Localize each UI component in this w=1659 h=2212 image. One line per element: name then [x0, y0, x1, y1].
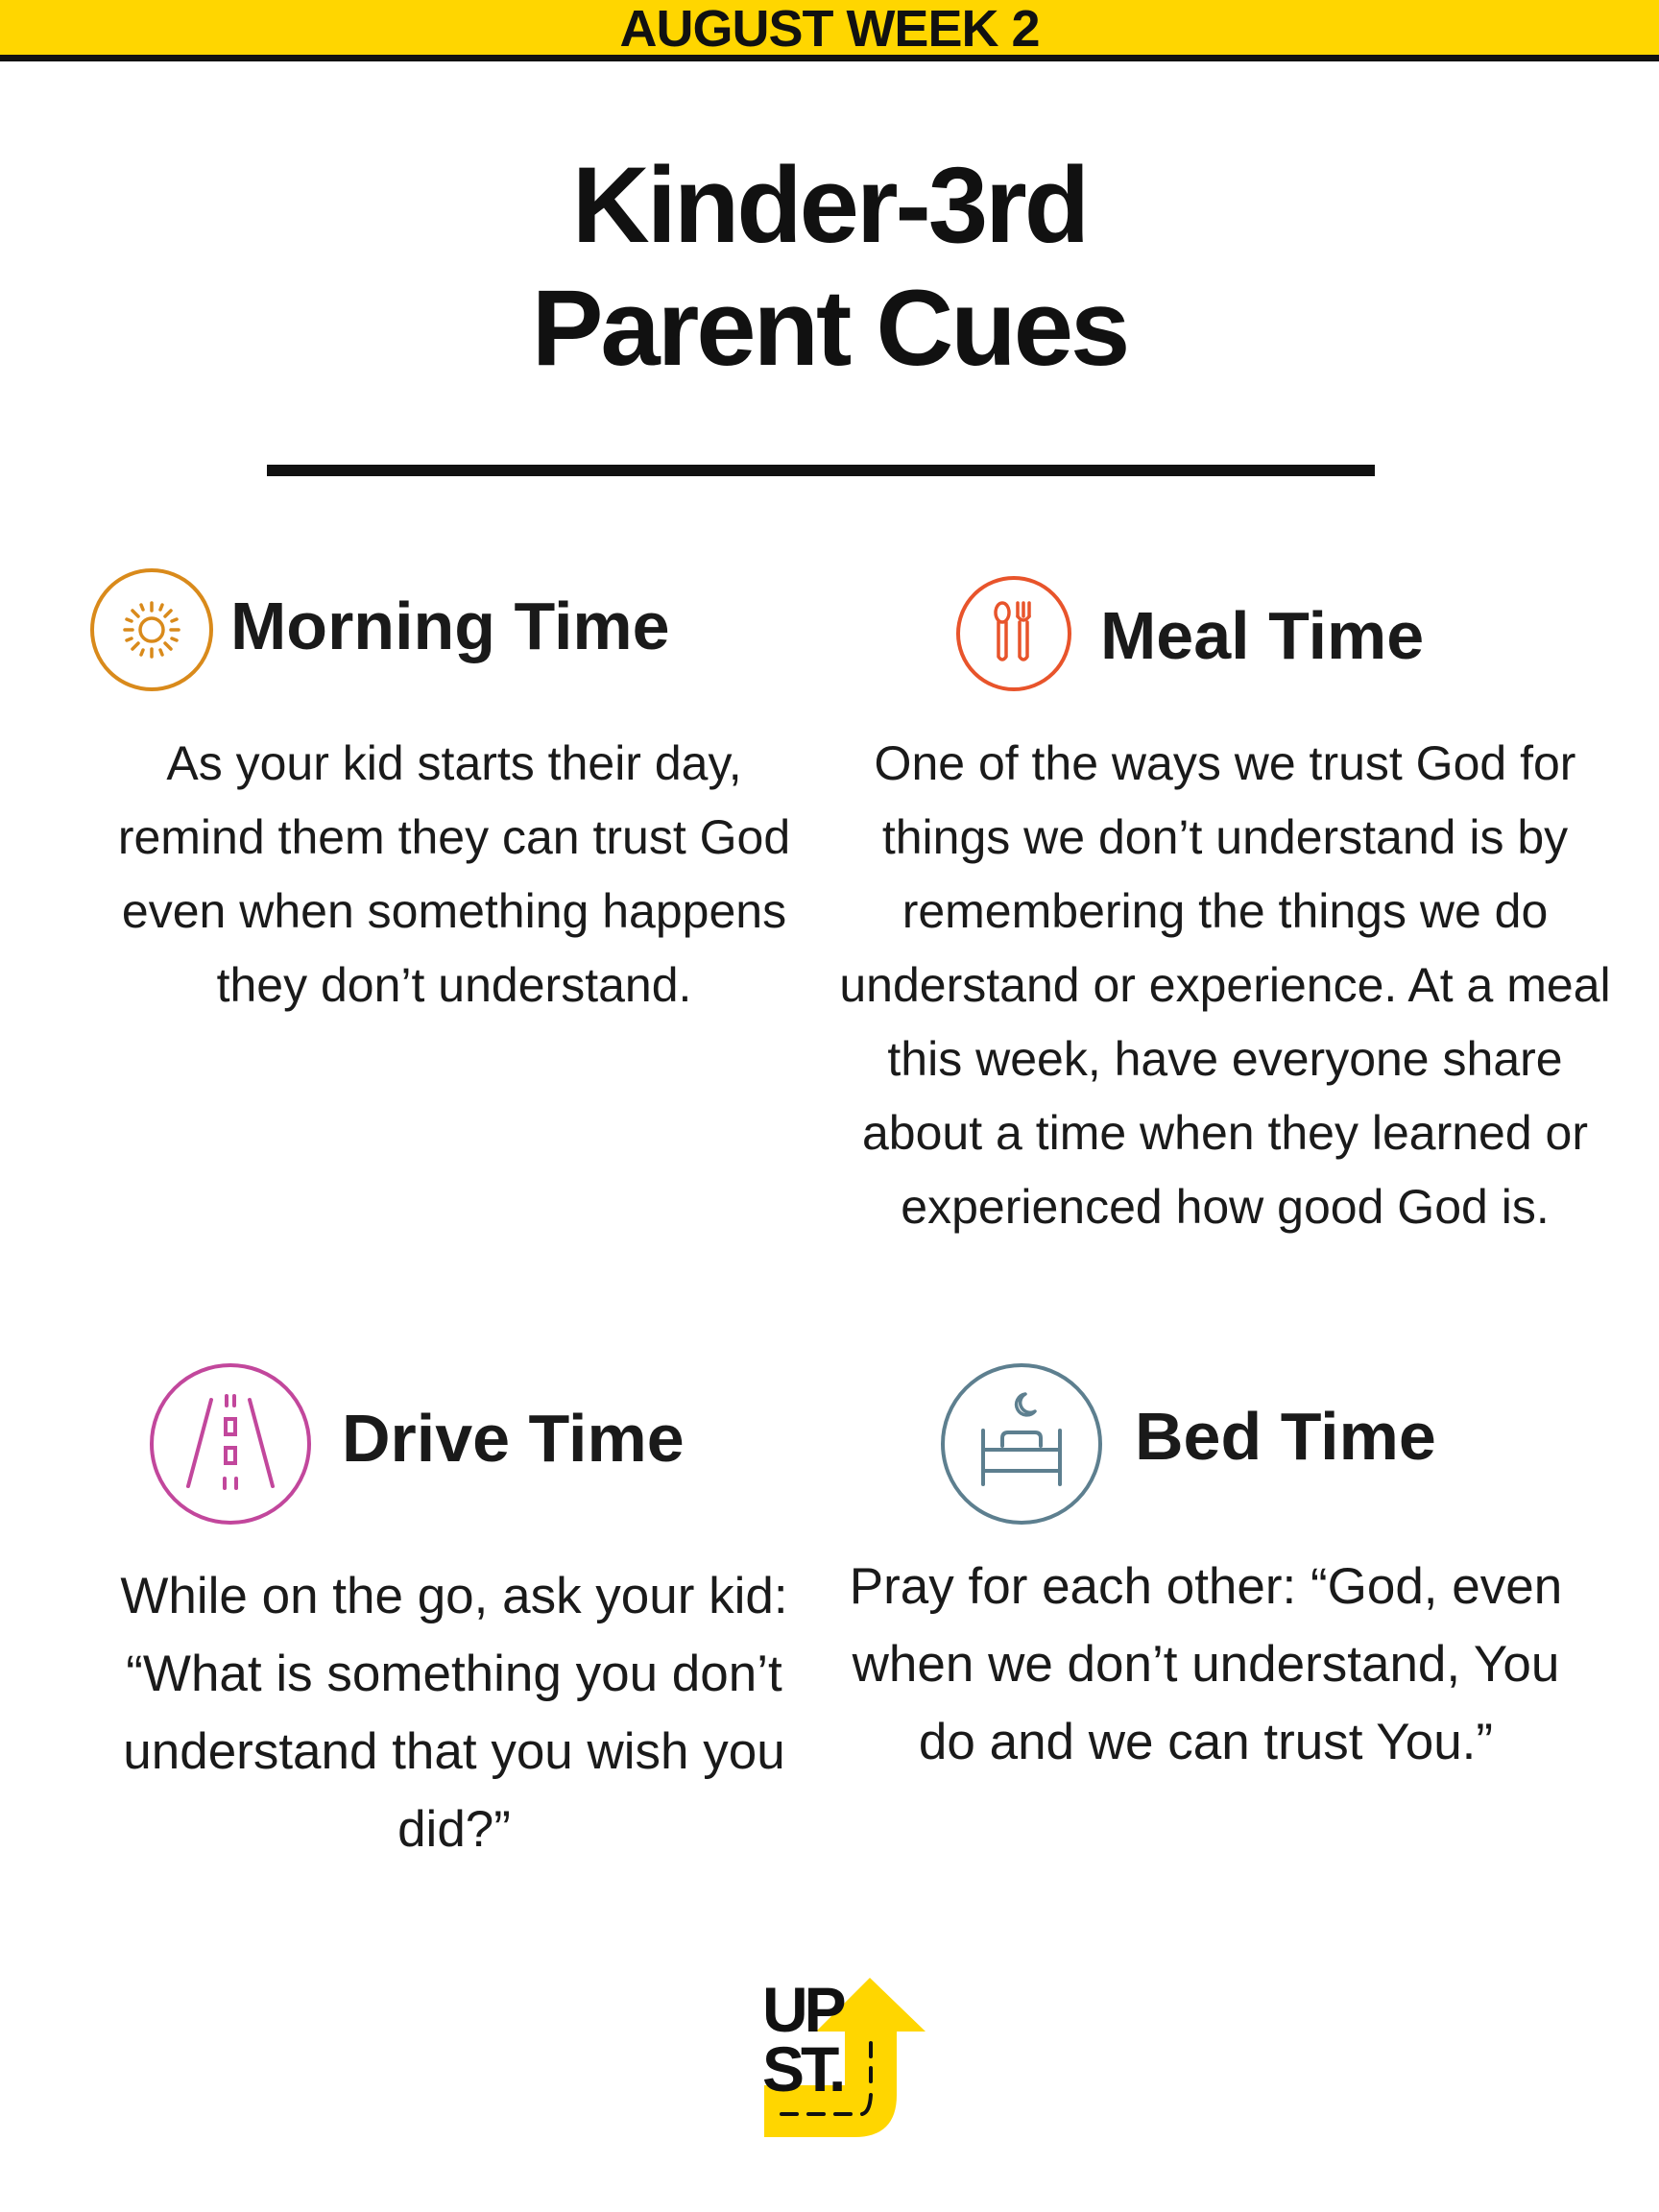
morning-time-heading: Morning Time [230, 589, 670, 663]
upstreet-logo [755, 1972, 927, 2141]
drive-time-heading: Drive Time [342, 1401, 685, 1476]
road-icon [148, 1361, 313, 1527]
bed-time-heading: Bed Time [1135, 1399, 1436, 1474]
meal-time-text: One of the ways we trust God for things we don’t understand is by remembering the things we do understand or experience. At a meal this week, have everyone share about a time when they learned or experienced how good God is. [839, 736, 1611, 1234]
utensils-icon [954, 574, 1073, 693]
page-title-line-1: Kinder-3rd [571, 145, 1088, 265]
logo-text-up: UP [762, 1974, 843, 2045]
sun-icon [88, 566, 215, 693]
page-title [0, 144, 1659, 390]
bed-moon-icon [939, 1361, 1104, 1527]
drive-time-text: While on the go, ask your kid: “What is something you don’t understand that you wish you did?” [120, 1568, 788, 1858]
week-label: AUGUST WEEK 2 [619, 0, 1040, 58]
title-divider [267, 465, 1375, 476]
logo-text-st: ST. [762, 2033, 843, 2104]
morning-time-text: As your kid starts their day, remind them they can trust God even when something happens they don’t understand. [117, 736, 791, 1012]
meal-time-heading: Meal Time [1100, 598, 1425, 673]
page-title-line-2: Parent Cues [531, 268, 1128, 388]
week-banner [0, 0, 1659, 61]
bed-time-text: Pray for each other: “God, even when we don’t understand, You do and we can trust You.” [849, 1558, 1563, 1770]
